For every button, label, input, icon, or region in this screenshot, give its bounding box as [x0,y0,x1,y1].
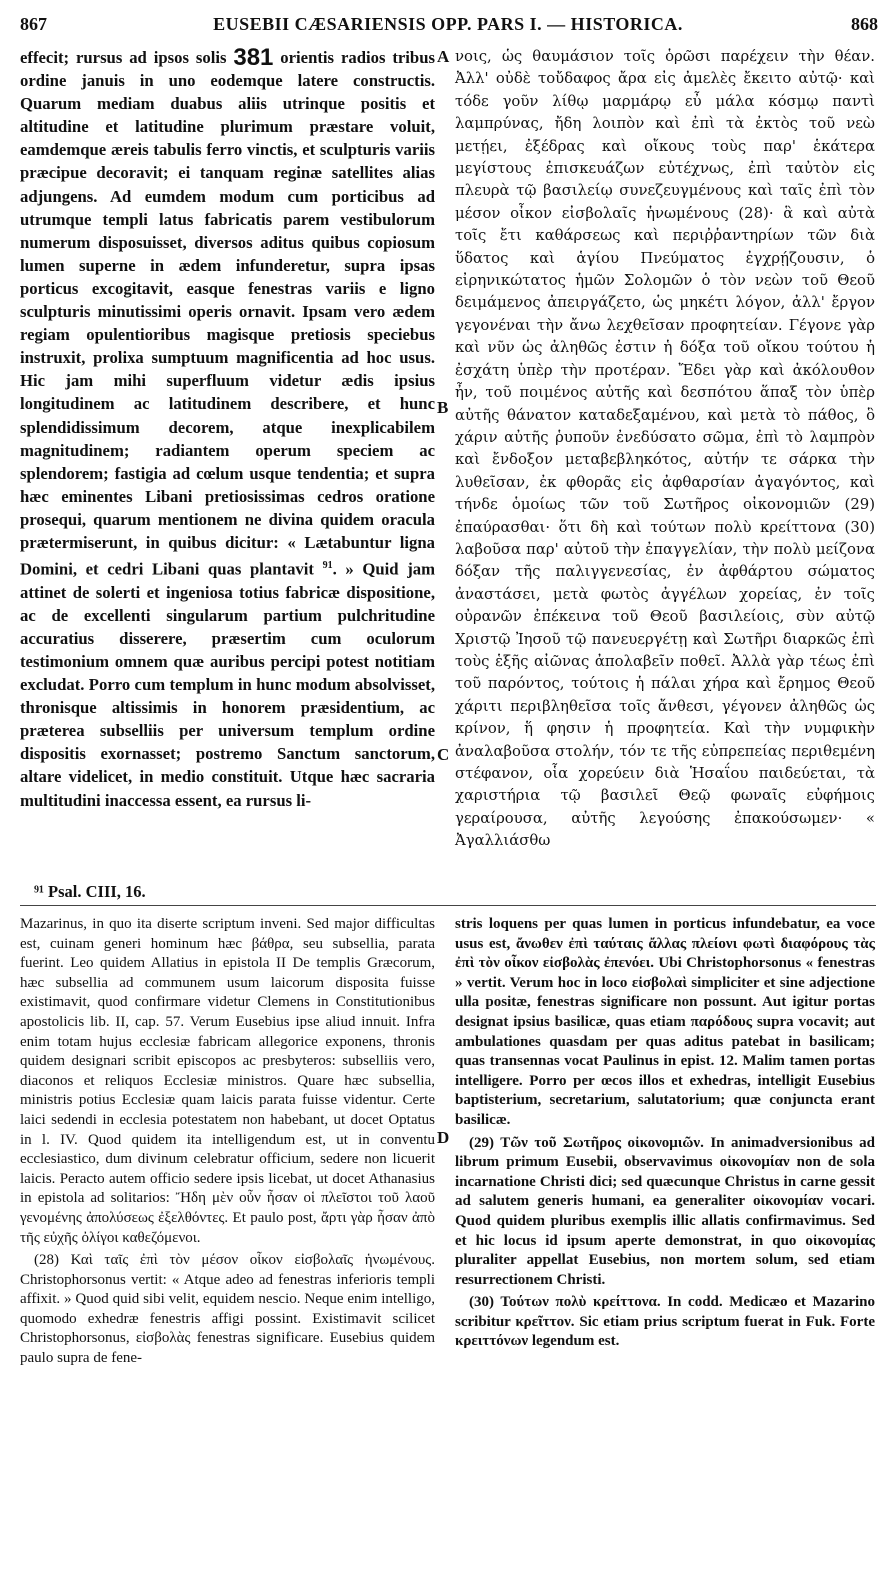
margin-letter-d: D [437,1128,450,1147]
section-marker: 381 [233,44,274,71]
footnote: ⁹¹ Psal. CIII, 16. [34,882,146,901]
divider-rule [20,905,876,906]
page-number-right: 868 [851,14,878,34]
note-paragraph-29: (29) Τῶν τοῦ Σωτῆρος οἰκονομιῶν. In animadversionibus ad librum primum Eusebii, observavimus οἰκονομίαν non de sola incarnatione Christi dici; sed quæcunque Christus in carne gessit ad salutem generis humani, ea generaliter οἰκονομίαν vocari. Quod quidem pluribus exemplis illic allatis confirmavimus. Sed et hic locus id ipsum aperte demonstrat, in quo οἰκονομίας pluraliter appellat Eusebius, non mortem solum, sed etiam resurrectionem Christi. [455,1134,875,1288]
margin-letter-b: B [437,398,449,417]
note-paragraph: Mazarinus, in quo ita diserte scriptum inveni. Sed major difficultas est, cuinam generi hominum hæc βάθρα, seu subsellia, parata fuerint. Leo quidem Allatius in epistola II De templis Græcorum, hæc subsellia ad communem usum laicorum disposita fuisse existimavit, quod confirmare videtur Clemens in Constitutionibus apostolicis lib. II, cap. 57. Verum Eusebius ipse aliud innuit. Infra enim totam hujus ecclesiæ fabricam allegorice exponens, thronis quidem designari scribit episcopos ac presbyteros: subselliis vero, diaconos et reliquos Ecclesiæ ministros. Quare hæc subsellia, ministris potius Ecclesiæ quam laicis parata fuisse videntur. Certe laici sedendi in ecclesia potestatem non habebant, ut docet Optatus in l. IV. Quod quidem ita intelligendum est, ut in conventu ecclesiastico, dum divinum celebratur officium, sedere non licuerit laicis. Peracto autem officio sedere ipsis licebat, ut docet Athanasius in epistola ad solitarios: Ἤδη μὲν οὖν ἦσαν οἱ πλεῖστοι τοῦ λαοῦ γενομένης ἀπολύσεως ἐξελθόντες. Et paulo post, ἄρτι γὰρ ἦσαν ἀπὸ τῆς εὐχῆς ὀλίγοι καθεζόμενοι. [20,916,435,1246]
latin-main-column [20,46,435,812]
latin-paragraph [20,46,435,812]
footnote-reference: 91 [322,560,333,572]
page-number-left: 867 [20,14,47,34]
greek-paragraph: νοις, ὡς θαυμάσιον τοῖς ὁρῶσι παρέχειν τὴν θέαν. Ἀλλ' οὐδὲ τοὔδαφος ἄρα εἰς ἀμελὲς ἔκειτο αὐτῷ· καὶ τόδε γοῦν λίθῳ μαρμάρῳ εὖ μάλα κόσμῳ παντὶ λαμπρύνας, ἤδη λοιπὸν καὶ ἐπὶ τὰ ἐκτὸς τοῦ νεὼ μετῄει, ἐξέδρας καὶ οἴκους τοὺς παρ' ἑκάτερα μεγίστους ἐπισκευάζων εὐτέχνως, ἐπὶ ταὐτὸν εἰς πλευρὰ τῷ βασιλείῳ συνεζευγμένους καὶ ταῖς ἐπὶ τὸν μέσον οἶκον εἰσβολαῖς ἡνωμένους (28)· ἃ καὶ αὐτὰ τοῖς ἔτι καθάρσεως καὶ περιῤῥαντηρίων τῶν διὰ ὕδατος καὶ ἁγίου Πνεύματος ἐγχρῄζουσιν, ὁ εἰρηνικώτατος ἡμῶν Σολομῶν ὁ τὸν νεὼν τοῦ Θεοῦ δειμάμενος ἀπειργάζετο, ὡς μηκέτι λόγον, ἀλλ' ἔργον γεγονέναι τὴν ἄνω λεχθεῖσαν προφητείαν. Γέγονε γὰρ καὶ νῦν ὡς ἀληθῶς ἐστιν ἡ δόξα τοῦ οἴκου τούτου ἡ ἐσχάτη ὑπὲρ τὴν προτέραν. Ἔδει γὰρ καὶ ἀκόλουθον ἦν, τοῦ ποιμένος αὐτῆς καὶ δεσπότου ἅπαξ τὸν ὑπὲρ αὐτῆς θάνατον καταδεξαμένου, καὶ μετὰ τὸ πάθος, ὃ χάριν αὐτῆς ῥυποῦν ἐνεδύσατο σῶμα, ἐπὶ τὸ λαμπρὸν καὶ ἔνδοξον μεταβεβληκότος, αὐτήν τε σάρκα τὴν λυθεῖσαν, ἐκ φθορᾶς εἰς ἀφθαρσίαν ἀγαγόντος, καὶ τήνδε ὁμοίως τῶν τοῦ Σωτῆρος οἰκονομιῶν (29) ἐπαύρασθαι· ὅτι δὴ καὶ τούτων πολὺ κρείττονα (30) λαβοῦσα παρ' αὐτοῦ τὴν ἐπαγγελίαν, τὴν πολὺ μείζονα δόξαν τῆς παλιγγενεσίας, ἐν ἀφθάρτου σώματος ἀναστάσει, μετὰ φωτὸς ἀγγέλων χορείας, ἐν τοῖς οὐρανῶν ἐπέκεινα τοῦ Θεοῦ βασιλείοις, σὺν αὐτῷ Χριστῷ Ἰησοῦ τῷ πανευεργέτῃ καὶ Σωτῆρι διαρκῶς ἐπὶ τοὺς ἑξῆς αἰῶνας ἀπολαβεῖν ποθεῖ. Ἀλλὰ γὰρ τέως ἐπὶ τοῦ παρόντος, τούτοις ἡ πάλαι χήρα καὶ ἔρημος Θεοῦ χάριτι περιβληθεῖσα τοῖς ἄνθεσι, γέγονεν ἀληθῶς ὡς κρίνον, ἥ φησιν ἡ προφητεία. Καὶ τὴν νυμφικὴν ἀναλαβοῦσα στολήν, τόν τε τῆς εὐπρεπείας περιθεμένη στέφανον, οἷα χορεύειν διὰ Ἡσαΐου παιδεύεται, τὰ χαριστήρια τῷ βασιλεῖ Θεῷ φωναῖς εὐφήμοις γεραίρουσα, αὐτῆς λεγούσης ἐπακούσωμεν· « Ἀγαλλιάσθω [455,48,875,850]
note-paragraph-continued: stris loquens per quas lumen in porticus infundebatur, ea voce usus est, ἄνωθεν ἐπὶ ταύταις ἄλλας πλείονι φωτὶ διαφόρους τὰς ἐπὶ τὸν οἶκον εἰσβολὰς ἐπενόει. Ubi Christophorsonus « fenestras » vertit. Verum hoc in loco εἰσβολαὶ simpliciter et sine adjectione ulla positæ, fenestras significare non possunt. Aut igitur portas designat ipsius basilicæ, quas etiam παρόδους supra vocavit; aut ambulationes quasdam per quas aditus patebat in basilicam; quas transennas vocat Paulinus in epist. 12. Malim tamen portas intelligere. Porro per œcos illos et exhedras, intelligit Eusebius baptisterium, secretarium, salutatorium; quæ conjuncta erant basilicæ. [455,916,875,1128]
running-title: EUSEBII CÆSARIENSIS OPP. PARS I. — HISTORICA. [213,14,683,34]
margin-letter-c: C [437,745,450,764]
notes-left-column [20,915,435,1369]
note-paragraph-28: (28) Καὶ ταῖς ἐπὶ τὸν μέσον οἶκον εἰσβολαῖς ἡνωμένους. Christophorsonus vertit: « Atque adeo ad fenestras inferioris templi affixit. » Quod quid sibi velit, equidem nescio. Neque enim intelligo, quomodo exhedræ fenestris affigi possint. Existimavit scilicet Christophorsonus, εἰσβολὰς fenestras significare. Eusebius quidem paulo supra de fene- [20,1252,435,1367]
latin-text-middle: orientis radios tribus ordine januis in uno eodemque latere constructis. Quarum mediam duabus aliis utrinque positis et altitudine et latitudine plurimum præstare voluit, eamdemque æreis tabulis ferro vinctis, et sculpturis variis præcipue decoravit; ei tanquam reginæ satellites alias adjungens. Ad eumdem modum cum porticibus ad utrumque templi latus fabricatis parem vestibulorum numerum disposuisset, diversos aditus quibus copiosum lumen superne in ædem infunderetur, supra ipsas porticus excogitavit, easque fenestras variis e ligno sculpturis minutissimi operis ornavit. Ipsam vero ædem regiam opulentioribus magisque pretiosis speciebus instruxit, prolixa sumptuum magnificentia ad hoc usus. Hic jam mihi superfluum videtur ædis ipsius longitudinem ac latitudinem describere, et hunc splendidissimum decorem, atque inexplicabilem magnitudinem; radiantem operum speciem ac splendorem; fastigia ad cœlum usque tendentia; et supra hæc eminentes Libani pretiosissimas cedros oratione prosequi, quarum mentionem ne divina quidem oracula prætermiserunt, in quibus dicitur: « Lætabuntur ligna Domini, et cedri Libani quas plantavit [20,48,435,579]
latin-text-end: . » Quid jam attinet de solerti et ingeniosa totius fabricæ dispositione, ac de excellenti singularum partium pulchritudine accuratius disserere, præsertim cum oculorum testimonium omnem quæ auribus percipi potest notitiam excludat. Porro cum templum in hunc modum absolvisset, thronisque altissimis in honorem præsidentium, ac præterea subselliis per universum templum ordine dispositis exornasset; postremo Sanctum sanctorum, altare videlicet, in medio constituit. Utque hæc sacraria multitudini inaccessa essent, ea rursus li- [20,559,436,810]
note-paragraph-30: (30) Τούτων πολὺ κρείττονα. In codd. Medicæo et Mazarino scribitur κρεῖττον. Sic etiam prius scriptum fuerat in Fuk. Forte κρειττόνων legendum est. [455,1294,875,1350]
notes-right-column [455,915,875,1352]
margin-letter-a: A [437,47,450,66]
greek-main-column [455,46,875,853]
latin-text-start: effecit; rursus ad ipsos solis [20,48,234,67]
